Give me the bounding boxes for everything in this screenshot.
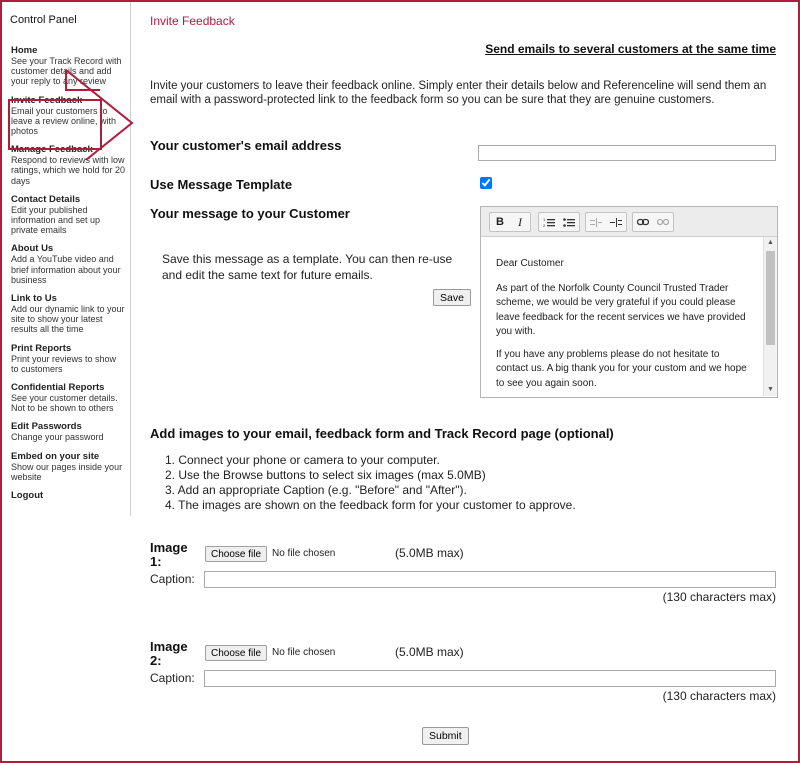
image-2-caption-input[interactable] <box>204 670 776 687</box>
editor-scrollbar[interactable] <box>763 237 777 396</box>
sidebar-item-desc: See your Track Record with customer details and add your reply to any review <box>11 56 122 87</box>
link-group <box>632 212 674 232</box>
format-group <box>489 212 531 232</box>
list-group <box>538 212 580 232</box>
italic-icon[interactable]: I <box>518 214 522 229</box>
sidebar-item-desc: Print your reviews to show to customers <box>11 353 117 374</box>
save-template-text: Save this message as a template. You can then re-use and edit the same text for future emails. <box>162 252 453 282</box>
sidebar-item-label[interactable]: Contact Details <box>11 193 81 205</box>
list-item: 1. Connect your phone or camera to your computer. <box>165 453 440 467</box>
template-label: Use Message Template <box>150 177 293 192</box>
intro-text: Invite your customers to leave their feedback online. Simply enter their details below and Referenceline will send them an email with a password-protected link to the feedback form so you can be sure that they are genuine customers. <box>150 80 767 106</box>
image-1-max: (5.0MB max) <box>395 546 464 560</box>
save-template-button[interactable]: Save <box>433 289 471 306</box>
sidebar-item-desc: Show our pages inside your website <box>11 461 123 482</box>
editor-toolbar <box>481 207 777 237</box>
image-2-max: (5.0MB max) <box>395 645 464 659</box>
sidebar-item-link-to-us[interactable] <box>11 293 126 335</box>
sidebar-item-desc: Change your password <box>11 432 104 443</box>
list-item: 3. Add an appropriate Caption (e.g. "Before" and "After"). <box>165 483 467 497</box>
editor-paragraph: If you have any problems please do not hesitate to contact us. A big thank you for your custom and we hope to see you again soon. <box>496 348 747 389</box>
list-item: 4. The images are shown on the feedback form for your customer to approve. <box>165 498 576 512</box>
sidebar-menu <box>11 45 126 501</box>
list-item: 2. Use the Browse buttons to select six images (max 5.0MB) <box>165 468 486 482</box>
scroll-thumb[interactable] <box>766 251 775 345</box>
sidebar-item-label[interactable]: About Us <box>11 243 54 255</box>
email-input[interactable] <box>478 145 776 161</box>
image-2-chars-max: (130 characters max) <box>662 689 776 703</box>
sidebar-item-invite-feedback[interactable] <box>11 95 126 137</box>
images-heading: Add images to your email, feedback form and Track Record page (optional) <box>150 426 614 441</box>
sidebar-item-desc: Add our dynamic link to your site to show your latest results all the time <box>11 304 125 335</box>
outdent-icon[interactable] <box>586 213 606 231</box>
indent-icon[interactable] <box>606 213 626 231</box>
numbered-list-icon[interactable] <box>539 213 559 231</box>
svg-text:1: 1 <box>543 216 546 222</box>
unlink-icon[interactable] <box>653 213 673 231</box>
sidebar-item-desc: Respond to reviews with low ratings, which we hold for 20 days <box>11 155 126 186</box>
sidebar-item-label[interactable]: Print Reports <box>11 342 72 354</box>
scroll-up-icon[interactable]: ▲ <box>767 239 774 246</box>
sidebar-item-label[interactable]: Edit Passwords <box>11 421 82 433</box>
sidebar-item-label[interactable]: Link to Us <box>11 293 57 305</box>
image-2-status: No file chosen <box>272 647 336 658</box>
image-2-caption-label: Caption: <box>150 671 195 685</box>
page-title: Invite Feedback <box>150 14 235 28</box>
image-2-choose-button[interactable]: Choose file <box>205 645 267 661</box>
sidebar-item-label[interactable]: Invite Feedback <box>11 94 83 106</box>
scroll-down-icon[interactable]: ▼ <box>767 386 774 393</box>
link-icon[interactable] <box>633 213 653 231</box>
sidebar-item-label[interactable]: Confidential Reports <box>11 382 105 394</box>
main-content <box>150 0 778 760</box>
sidebar-item-contact-details[interactable] <box>11 194 126 236</box>
sidebar-item-home[interactable] <box>11 45 126 87</box>
sidebar-item-desc: See your customer details. Not to be shown to others <box>11 393 118 414</box>
svg-text:2: 2 <box>543 222 546 228</box>
bullet-list-icon[interactable] <box>559 213 579 231</box>
image-1-chars-max: (130 characters max) <box>662 590 776 604</box>
indent-group <box>585 212 627 232</box>
image-1-choose-button[interactable]: Choose file <box>205 546 267 562</box>
sidebar-item-label[interactable]: Manage Feedback <box>11 144 93 156</box>
image-1-caption-label: Caption: <box>150 572 195 586</box>
template-checkbox[interactable] <box>480 177 492 189</box>
sidebar-item-edit-passwords[interactable] <box>11 421 126 442</box>
sidebar-item-embed[interactable] <box>11 451 126 482</box>
bold-icon[interactable]: B <box>496 216 504 228</box>
sidebar-item-confidential-reports[interactable] <box>11 382 126 413</box>
image-2-label: Image 2: <box>150 639 188 668</box>
logout-link[interactable]: Logout <box>11 490 44 502</box>
image-steps-list <box>165 453 576 513</box>
sidebar-item-desc: Add a YouTube video and brief information about your business <box>11 254 121 285</box>
message-label: Your message to your Customer <box>150 206 350 221</box>
image-1-status: No file chosen <box>272 548 336 559</box>
sidebar-item-desc: Edit your published information and set up private emails <box>11 204 101 236</box>
sidebar-item-about-us[interactable] <box>11 243 126 285</box>
image-1-label: Image 1: <box>150 540 188 569</box>
sidebar-title: Control Panel <box>10 14 77 26</box>
sidebar-item-desc: Email your customers to leave a review online, with photos <box>11 105 117 137</box>
message-editor[interactable] <box>480 206 778 398</box>
submit-button[interactable]: Submit <box>422 727 469 745</box>
sidebar <box>2 2 131 516</box>
bulk-email-link[interactable]: Send emails to several customers at the same time <box>485 42 776 56</box>
editor-paragraph: Dear Customer <box>496 258 564 269</box>
editor-paragraph: As part of the Norfolk County Council Trusted Trader scheme, we would be very grateful if you could please leave feedback for the recent services we have provided you with. <box>496 282 746 337</box>
sidebar-item-print-reports[interactable] <box>11 343 126 374</box>
sidebar-item-manage-feedback[interactable] <box>11 144 126 186</box>
sidebar-item-label[interactable]: Home <box>11 45 38 56</box>
sidebar-item-label[interactable]: Embed on your site <box>11 450 100 462</box>
image-1-caption-input[interactable] <box>204 571 776 588</box>
email-label: Your customer's email address <box>150 138 342 153</box>
editor-body[interactable] <box>481 237 763 395</box>
